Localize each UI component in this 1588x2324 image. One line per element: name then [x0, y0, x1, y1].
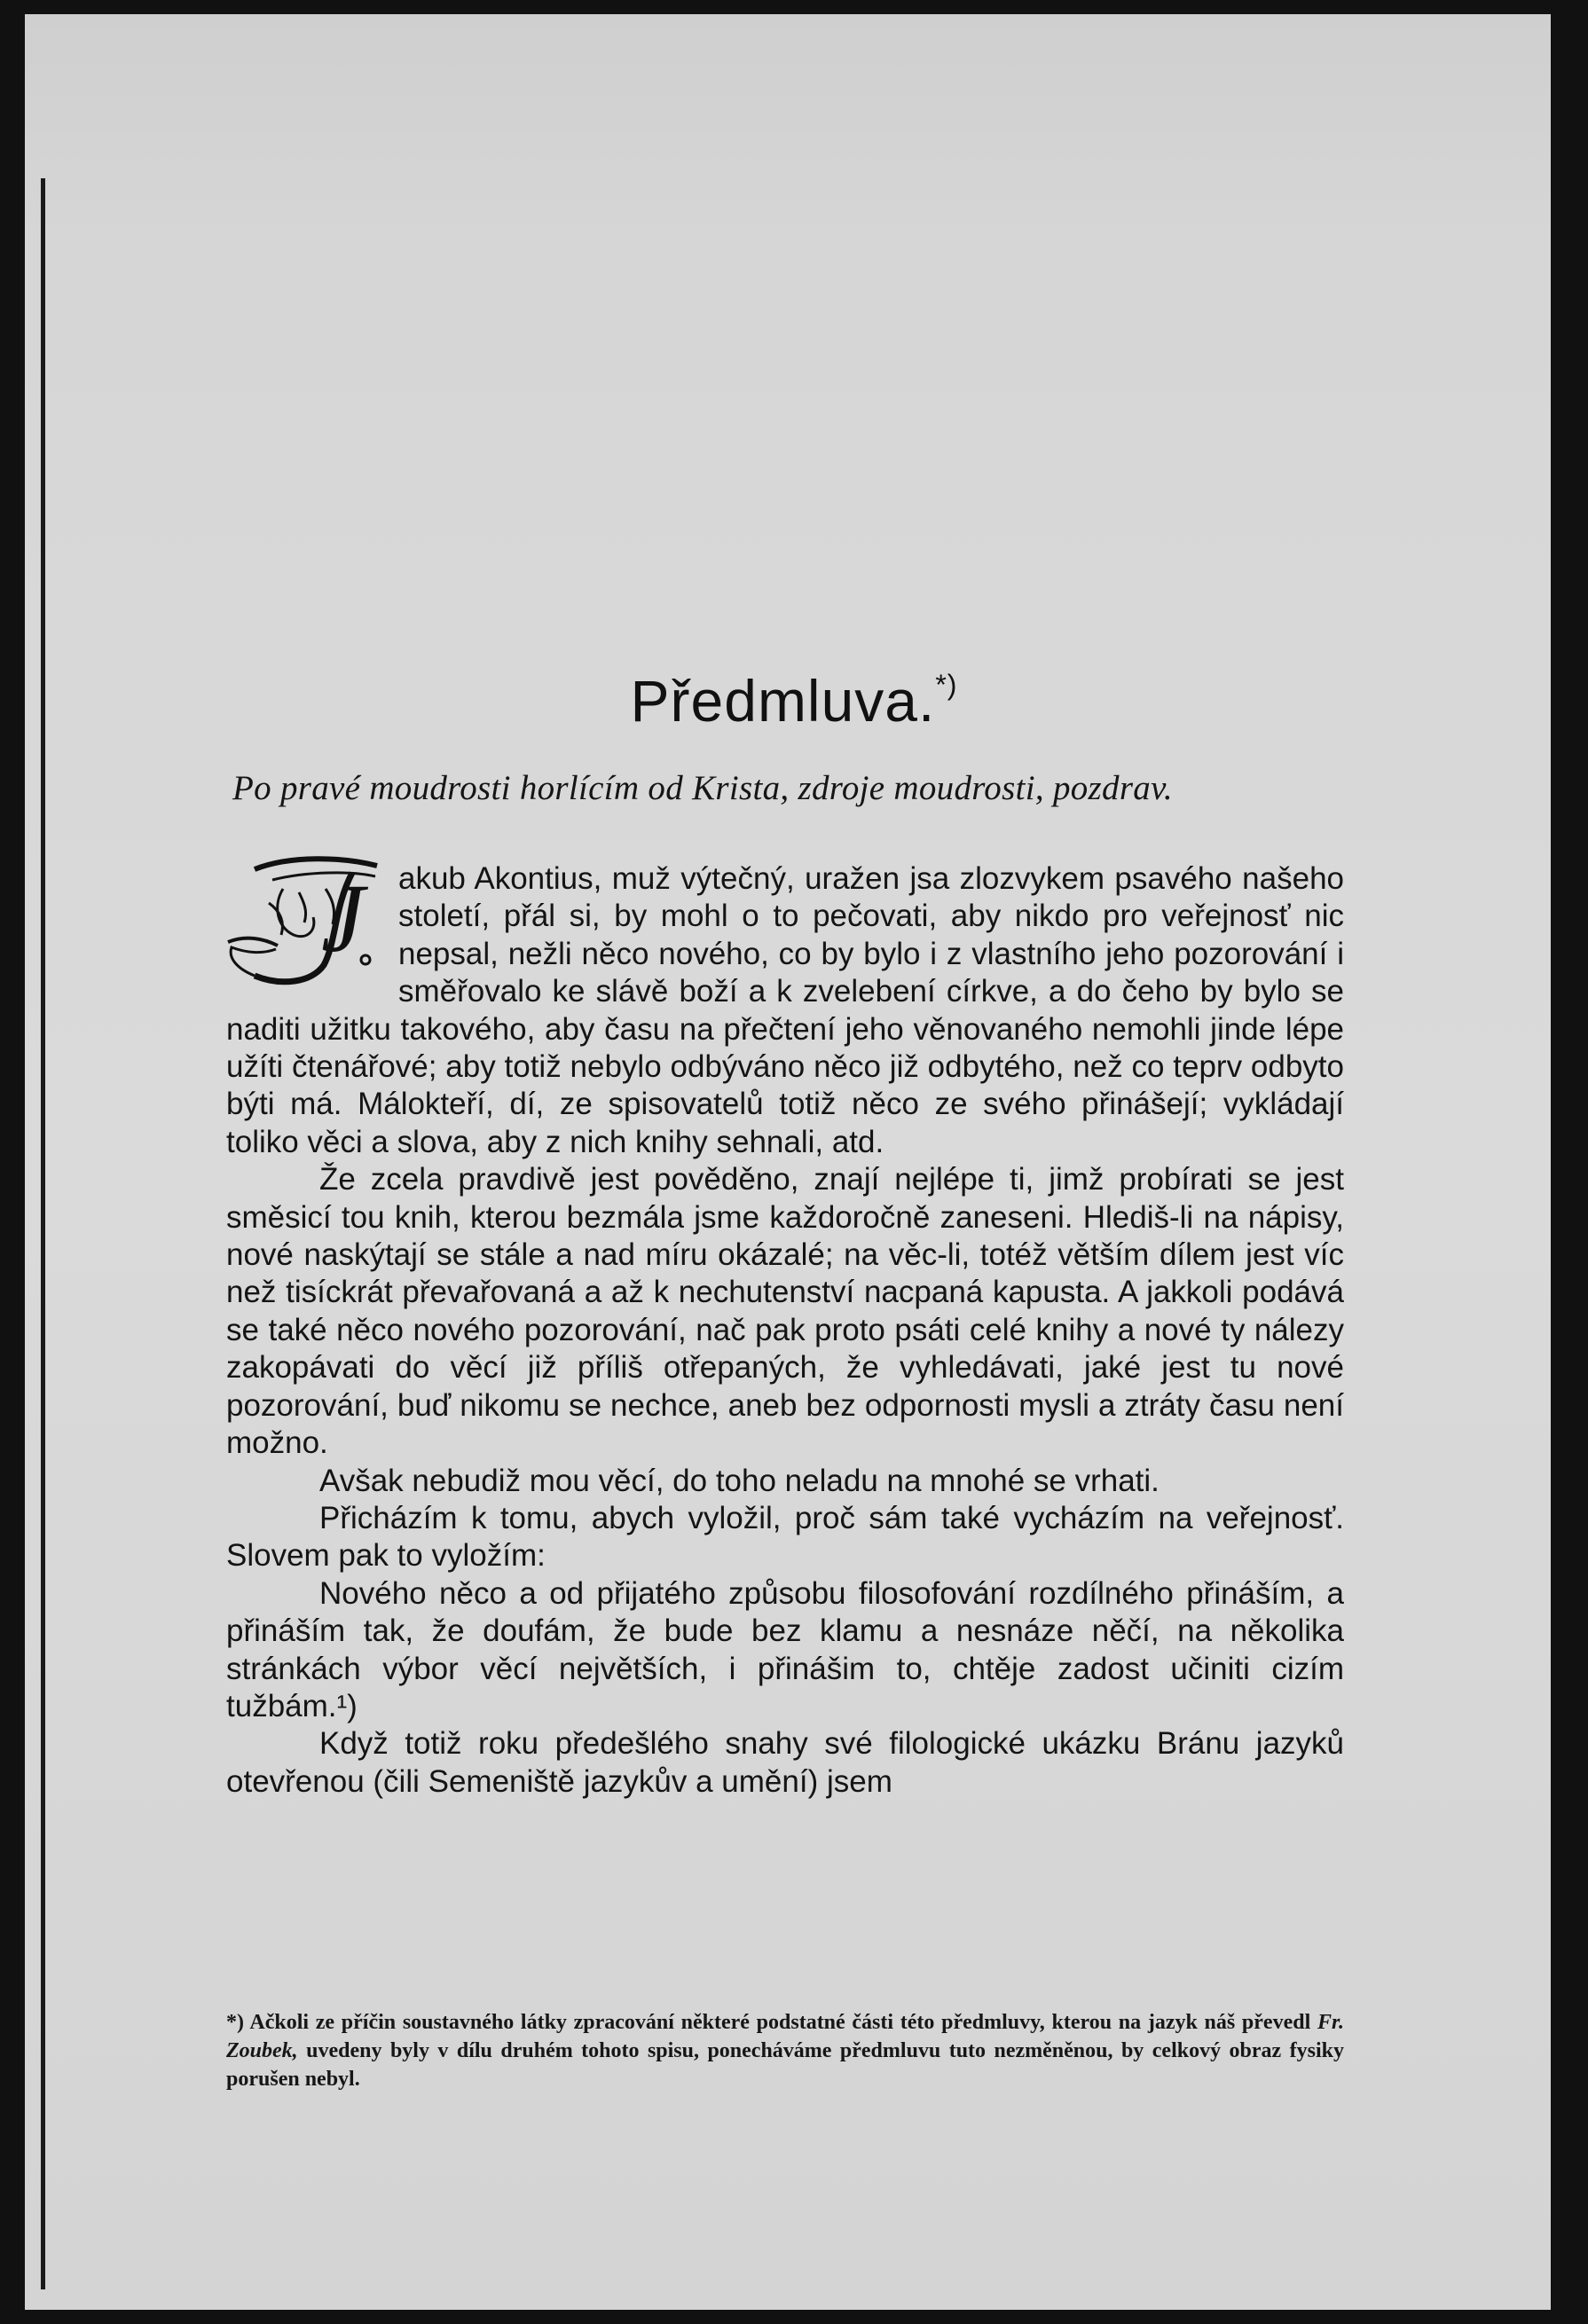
binding-edge [41, 178, 45, 2289]
paragraph-1 [226, 860, 1344, 1161]
title-footnote-mark: *) [935, 669, 958, 701]
body-text [226, 860, 1344, 1801]
page-title [0, 667, 1588, 734]
title-text: Předmluva. [630, 668, 936, 734]
footnote-text-a: Ačkoli ze příčin soustavného látky zpracování některé podstatné části této předmluvy, kterou na jazyk náš převedl [249, 2011, 1311, 2034]
footnote-text-b: uvedeny byly v dílu druhém tohoto spisu, ponecháváme předmluvu tuto nezměněnou, by celkový obraz fysiky porušen nebyl. [226, 2039, 1345, 2091]
footnote-translator: Fr. Zoubek, [226, 2011, 1344, 2062]
paragraph-3: Avšak nebudiž mou věcí, do toho neladu na mnohé se vrhati. [319, 1463, 1160, 1498]
paragraph-1-text: akub Akontius, muž výtečný, uražen jsa zlozvykem psavého našeho století, přál si, by mohl o to pečovati, aby nikdo pro veřejnosť nic nepsal, nežli něco nového, co by bylo i z vlastního jeho pozorování i směřovalo ke slávě boží a k zvelebení církve, a do čeho by bylo se naditi užitku takového, aby času na přečtení jeho věnovaného nemohli jinde lépe užíti čtenářové; aby totiž nebylo odbýváno něco již odbytého, než co teprv odbyto býti má. Málokteří, dí, ze spisovatelů totiž něco ze svého přinášejí; vykládají toliko věci a slova, aby z nich knihy sehnali, atd. [226, 861, 1344, 1159]
salutation: Po pravé moudrosti horlícím od Krista, zdroje moudrosti, pozdrav. [232, 769, 1173, 807]
ornamental-dropcap-j [219, 853, 388, 986]
footnote [226, 2008, 1344, 2093]
paragraph-5: Nového něco a od přijatého způsobu filosofování rozdílného přináším, a přináším tak, že doufám, že bude bez klamu a nesnáze něčí, na několika stránkách výbor věcí největších, i přinášim to, chtěje zadost učiniti cizím tužbám.¹) [226, 1575, 1344, 1723]
paragraph-6: Když totiž roku předešlého snahy své filologické ukázku Bránu jazyků otevřenou (čili Semeniště jazykův a umění) jsem [226, 1726, 1344, 1799]
footnote-mark: *) [226, 2011, 244, 2034]
dropcap-letter: J [321, 864, 365, 972]
paragraph-4: Přicházím k tomu, abych vyložil, proč sám také vycházím na veřejnosť. Slovem pak to vyložím: [226, 1500, 1344, 1574]
paragraph-2: Že zcela pravdivě jest pověděno, znají nejlépe ti, jimž probírati se jest směsicí tou knih, kterou bezmála jsme každoročně zaneseni. Hlediš-li na nápisy, nové naskýtají se stále a nad míru okázalé; na věc-li, totéž větším dílem jest víc než tisíckrát převařovaná a až k nechutenství nacpaná kapusta. A jakkoli podává se také něco nového pozorování, nač pak proto psáti celé knihy a nové ty nálezy zakopávati do věcí již příliš otřepaných, že vyhledávati, jaké jest tu nové pozorování, buď nikomu se nechce, aneb bez odpornosti mysli a ztráty času není možno. [226, 1162, 1344, 1461]
